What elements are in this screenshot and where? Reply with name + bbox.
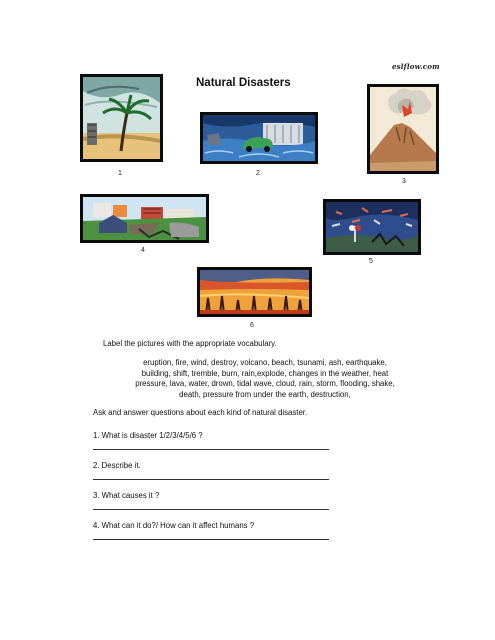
instruction-questions: Ask and answer questions about each kind of natural disaster. [93,408,308,417]
picture-number-5: 5 [369,258,373,265]
answer-line-3[interactable] [93,509,329,510]
instruction-label: Label the pictures with the appropriate vocabulary. [103,339,277,348]
hurricane-picture [79,73,164,165]
forest-fire-picture [196,266,313,318]
picture-number-6: 6 [250,322,254,329]
answer-line-1[interactable] [93,449,329,450]
question-3: 3. What causes it ? [93,491,160,500]
vocabulary-line: eruption, fire, wind, destroy, volcano, beach, tsunami, ash, earthquake, [143,358,387,367]
answer-line-4[interactable] [93,539,329,540]
vocabulary-line: pressure, lava, water, drown, tidal wave, cloud, rain, storm, flooding, shake, [135,379,395,389]
page-title: Natural Disasters [196,77,291,89]
watermark: eslflow.com [392,62,440,71]
answer-line-2[interactable] [93,479,329,480]
flood-picture [199,111,319,166]
picture-number-1: 1 [118,170,122,177]
volcano-picture [366,83,441,176]
vocabulary-line: building, shift, tremble, burn, rain,explode, changes in the weather, heat [141,368,389,378]
vocabulary-line: death, pressure from under the earth, destruction, [179,389,351,399]
picture-number-4: 4 [141,247,145,254]
earthquake-picture [79,193,210,244]
question-2: 2. Describe it. [93,461,141,470]
vocabulary-list [100,358,430,400]
question-1: 1. What is disaster 1/2/3/4/5/6 ? [93,431,203,440]
picture-number-3: 3 [402,178,406,185]
tornado-picture [322,198,422,256]
question-4: 4. What can it do?/ How can it affect humans ? [93,521,255,530]
picture-number-2: 2 [256,170,260,177]
